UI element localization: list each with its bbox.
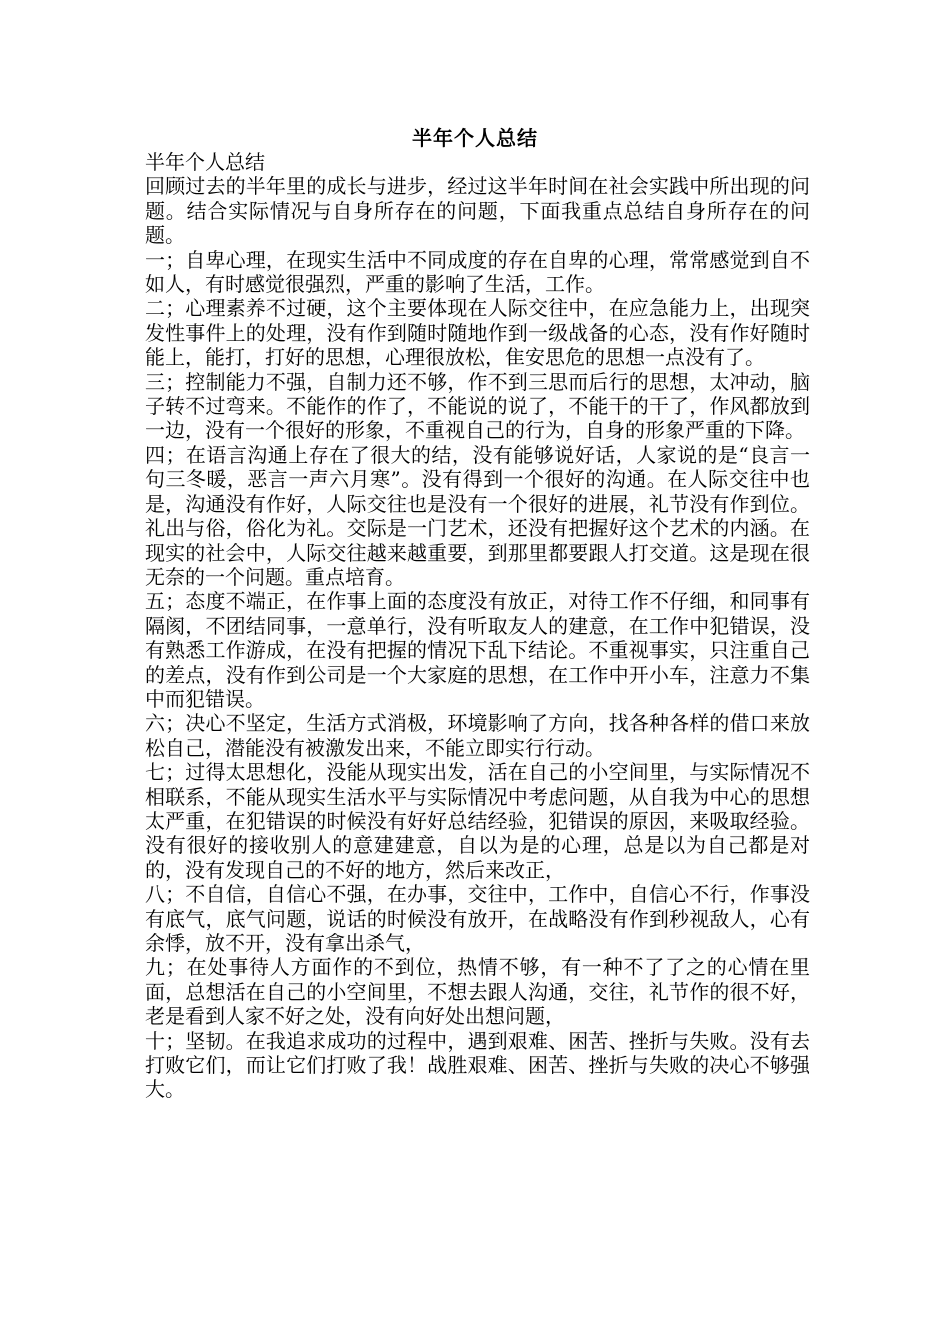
document-body <box>145 150 810 1102</box>
paragraph-point-9: 九；在处事待人方面作的不到位，热情不够，有一种不了了之的心情在里面，总想活在自己的小空间里，不想去跟人沟通，交往，礼节作的很不好，老是看到人家不好之处，没有向好处出想问题， <box>145 955 810 1029</box>
paragraph-point-8: 八；不自信，自信心不强，在办事，交往中，工作中，自信心不行，作事没有底气，底气问题，说话的时候没有放开，在战略没有作到秒视敌人，心有余悸，放不开，没有拿出杀气， <box>145 882 810 955</box>
paragraph-subtitle: 半年个人总结 <box>145 150 265 174</box>
paragraph-intro: 回顾过去的半年里的成长与进步，经过这半年时间在社会实践中所出现的问题。结合实际情况与自身所存在的问题，下面我重点总结自身所存在的问题。 <box>145 174 810 248</box>
paragraph-point-1: 一；自卑心理，在现实生活中不同成度的存在自卑的心理，常常感觉到自不如人，有时感觉很强烈，严重的影响了生活，工作。 <box>145 247 810 297</box>
paragraph-point-2: 二；心理素养不过硬，这个主要体现在人际交往中，在应急能力上，出现突发性事件上的处理，没有作到随时随地作到一级战备的心态，没有作好随时能上，能打，打好的思想，心理很放松，隹安思危的思想一点没有了。 <box>145 296 810 370</box>
paragraph-point-7: 七；过得太思想化，没能从现实出发，活在自己的小空间里，与实际情况不相联系，不能从现实生活水平与实际情况中考虑问题，从自我为中心的思想太严重，在犯错误的时候没有好好总结经验，犯错误的原因，来吸取经验。没有很好的接收别人的意建建意，自以为是的心理，总是以为自己都是对的，没有发现自己的不好的地方，然后来改正， <box>145 760 810 882</box>
paragraph-point-5: 五；态度不端正，在作事上面的态度没有放正，对待工作不仔细，和同事有隔阂，不团结同事，一意单行，没有听取友人的建意，在工作中犯错误，没有熟悉工作游成，在没有把握的情况下乱下结论。不重视事实，只注重自己的差点，没有作到公司是一个大家庭的思想，在工作中开小车，注意力不集中而犯错误。 <box>145 589 810 711</box>
paragraph-point-3: 三；控制能力不强，自制力还不够，作不到三思而后行的思想，太冲动，脑子转不过弯来。不能作的作了，不能说的说了，不能干的干了，作风都放到一边，没有一个很好的形象，不重视自己的行为，自身的形象严重的下降。 <box>145 369 810 443</box>
document-title: 半年个人总结 <box>412 126 538 150</box>
paragraph-point-10: 十；坚韧。在我追求成功的过程中，遇到艰难、困苦、挫折与失败。没有去打败它们，而让它们打败了我！战胜艰难、困苦、挫折与失败的决心不够强大。 <box>145 1028 810 1102</box>
paragraph-point-4: 四；在语言沟通上存在了很大的结，没有能够说好话，人家说的是“良言一句三冬暖，恶言一声六月寒”。没有得到一个很好的沟通。在人际交往中也是，沟通没有作好，人际交往也是没有一个很好的进展，礼节没有作到位。礼出与俗，俗化为礼。交际是一门艺术，还没有把握好这个艺术的内涵。在现实的社会中，人际交往越来越重要，到那里都要跟人打交道。这是现在很无奈的一个问题。重点培育。 <box>145 442 810 589</box>
paragraph-point-6: 六；决心不坚定，生活方式消极，环境影响了方向，找各种各样的借口来放松自己，潜能没有被激发出来，不能立即实行行动。 <box>145 711 810 760</box>
